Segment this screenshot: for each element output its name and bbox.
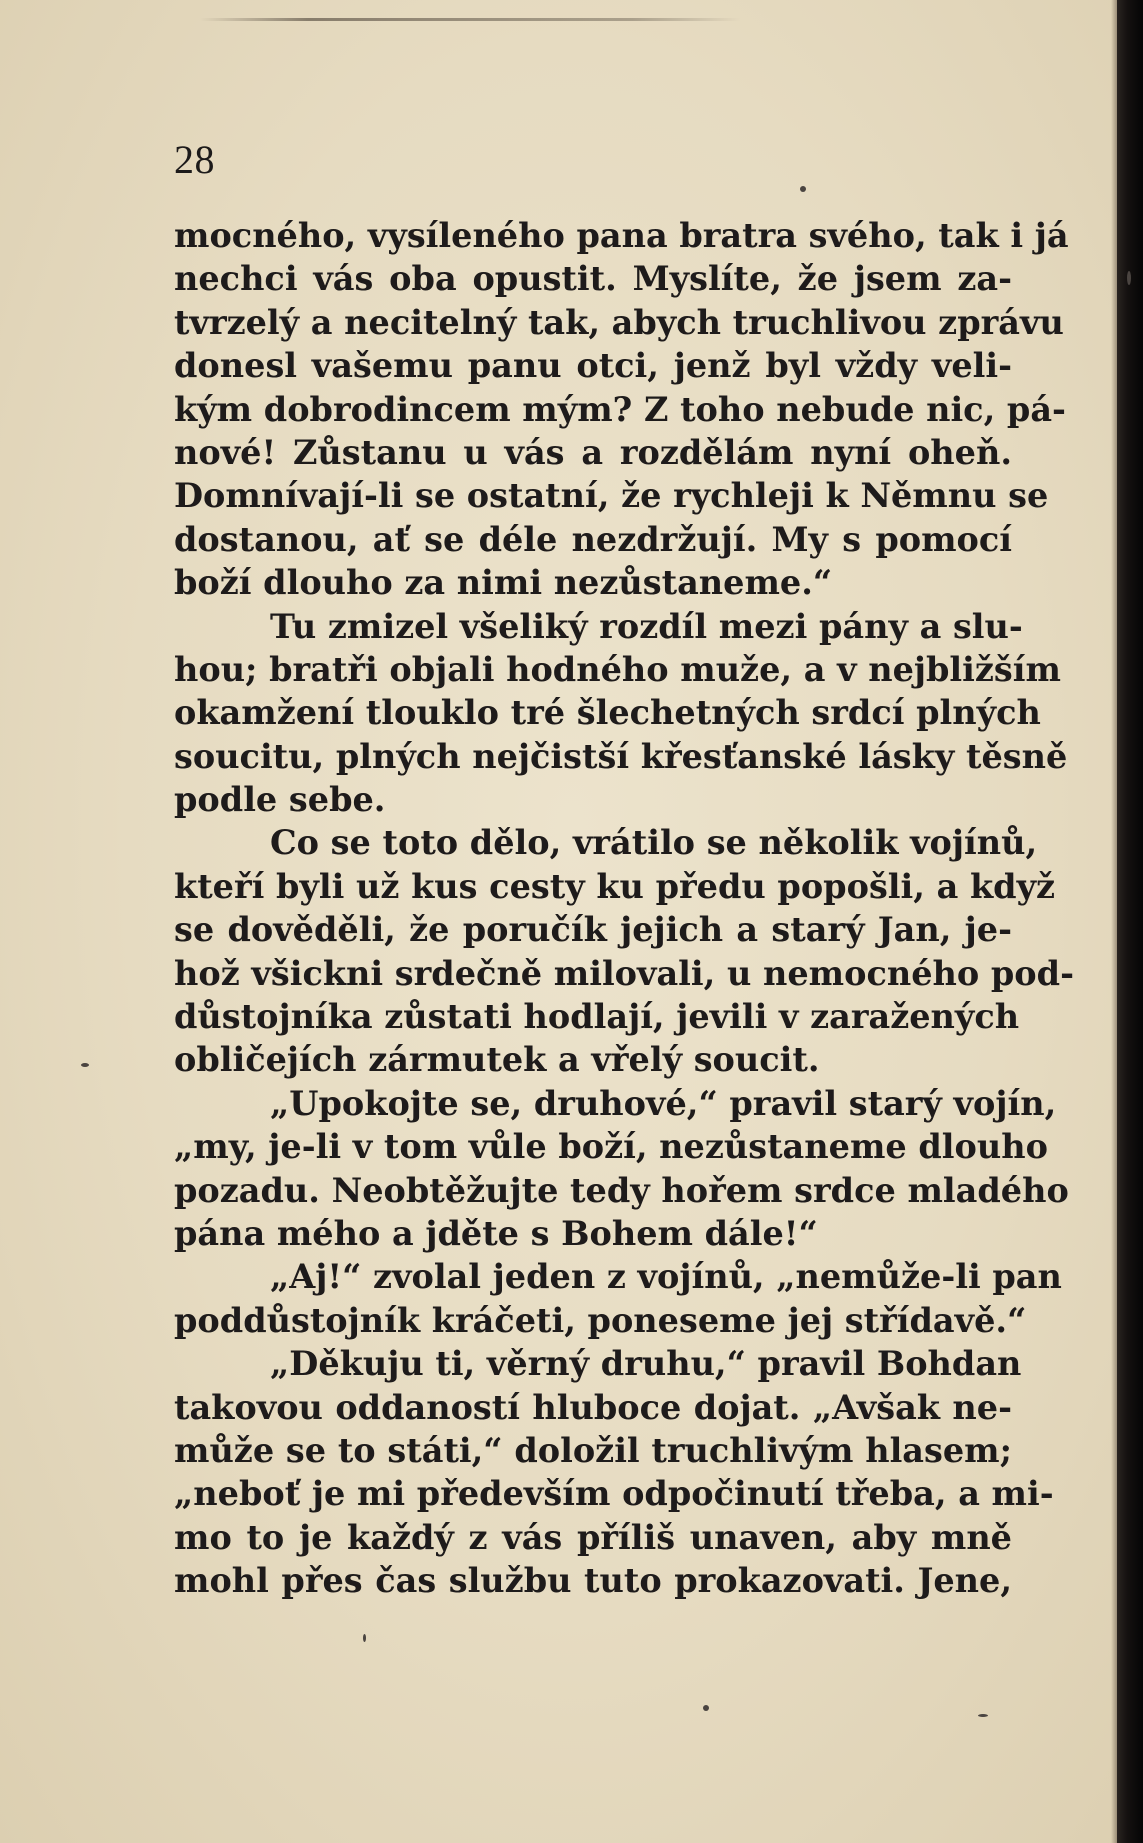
text-line: Tu zmizel všeliký rozdíl mezi pány a slu- — [270, 606, 1023, 646]
body-text — [174, 214, 1074, 1603]
text-line: „my, je-li v tom vůle boží, nezůstaneme dlouho — [174, 1127, 1048, 1167]
text-line: se dověděli, že poručík jejich a starý Jan, je- — [174, 910, 1012, 950]
text-line: Domnívají-li se ostatní, že rychleji k Němnu se — [174, 476, 1049, 516]
top-edge-rule — [200, 18, 740, 21]
text-line: soucitu, plných nejčistší křesťanské lásky těsně — [174, 736, 1068, 776]
text-line: hou; bratři objali hodného muže, a v nejbližším — [174, 649, 1061, 689]
text-line: donesl vašemu panu otci, jenž byl vždy veli- — [174, 346, 1012, 386]
print-speck — [81, 1063, 89, 1067]
text-line: kým dobrodincem mým? Z toho nebude nic, pá- — [174, 389, 1066, 429]
text-line: hož všickni srdečně milovali, u nemocného pod- — [174, 953, 1074, 993]
text-line: „Upokojte se, druhové,“ pravil starý vojín, — [270, 1083, 1057, 1123]
text-line: mohl přes čas službu tuto prokazovati. Jene, — [174, 1561, 1012, 1601]
text-line: okamžení tlouklo tré šlechetných srdcí plných — [174, 693, 1041, 733]
text-line: podle sebe. — [174, 780, 386, 820]
text-line: Co se toto dělo, vrátilo se několik vojínů, — [270, 823, 1038, 863]
text-line: „Aj!“ zvolal jeden z vojínů, „nemůže-li pan — [270, 1257, 1062, 1297]
page-number: 28 — [174, 137, 215, 182]
text-line: pána mého a jděte s Bohem dále!“ — [174, 1213, 818, 1253]
text-line: „Děkuju ti, věrný druhu,“ pravil Bohdan — [270, 1344, 1022, 1384]
print-speck — [800, 186, 806, 192]
text-line: mo to je každý z vás příliš unaven, aby mně — [174, 1517, 1012, 1557]
text-line: obličejích zármutek a vřelý soucit. — [174, 1040, 820, 1080]
print-speck — [978, 1714, 988, 1717]
print-speck — [1127, 271, 1131, 285]
text-line: nové! Zůstanu u vás a rozdělám nyní oheň. — [174, 432, 1012, 472]
text-line: takovou oddaností hluboce dojat. „Avšak ne- — [174, 1387, 1012, 1427]
text-line: kteří byli už kus cesty ku předu popošli, a když — [174, 866, 1056, 906]
text-line: „neboť je mi především odpočinutí třeba, a mi- — [174, 1474, 1054, 1514]
print-speck — [703, 1705, 709, 1711]
text-line: může se to státi,“ doložil truchlivým hlasem; — [174, 1430, 1012, 1470]
text-line: pozadu. Neobtěžujte tedy hořem srdce mladého — [174, 1170, 1069, 1210]
text-line: boží dlouho za nimi nezůstaneme.“ — [174, 563, 833, 603]
text-line: poddůstojník kráčeti, poneseme jej střídavě.“ — [174, 1300, 1027, 1340]
text-line: tvrzelý a necitelný tak, abych truchlivou zprávu — [174, 302, 1064, 342]
text-line: dostanou, ať se déle nezdržují. My s pomocí — [174, 519, 1012, 559]
print-speck — [363, 1634, 366, 1642]
text-line: důstojníka zůstati hodlají, jevili v zaražených — [174, 997, 1020, 1037]
text-line: nechci vás oba opustit. Myslíte, že jsem za- — [174, 259, 1012, 299]
text-line: mocného, vysíleného pana bratra svého, tak i já — [174, 216, 1069, 255]
